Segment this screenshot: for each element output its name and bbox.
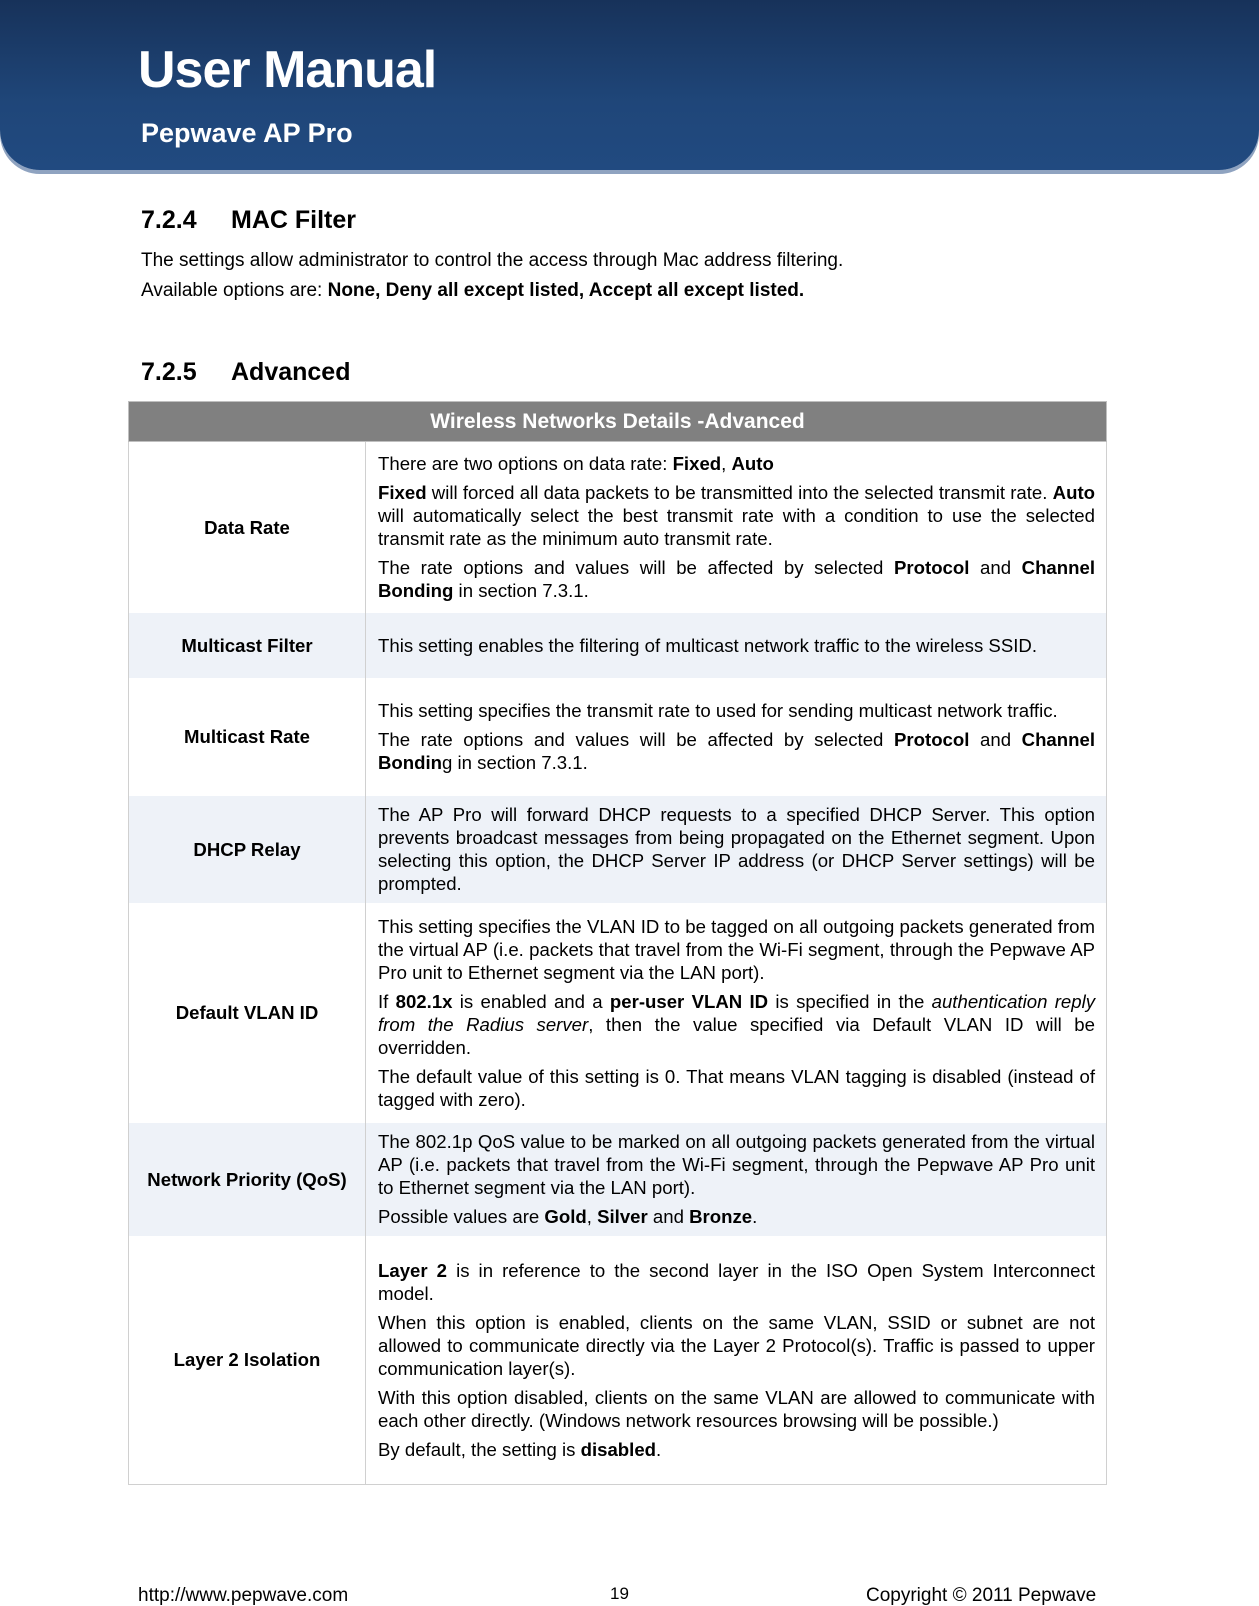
text-run: in section 7.3.1. [453, 580, 589, 602]
text-run: will forced all data packets to be transmitted into the selected transmit rate. [426, 482, 1053, 504]
text-run: The 802.1p QoS value to be marked on all outgoing packets generated from the virtual AP (i.e. packets that travel from the Wi-Fi segment, through the Pepwave AP Pro unit to Ethernet segment via the LAN port). [378, 1131, 1095, 1198]
text-run: and [969, 557, 1022, 579]
footer-copyright: Copyright © 2011 Pepwave [866, 1585, 1097, 1606]
text-run: Channel Bonding [378, 557, 1095, 602]
setting-description [366, 1123, 1107, 1236]
text-run: Fixed [672, 453, 722, 475]
text-run: Silver [597, 1206, 648, 1227]
setting-name: DHCP Relay [129, 796, 366, 903]
description-paragraph [378, 1205, 1095, 1228]
section-number: 7.2.5 [141, 358, 197, 386]
text-run: . [752, 1206, 758, 1227]
description-paragraph [378, 1130, 1095, 1199]
setting-name: Default VLAN ID [129, 903, 366, 1123]
description-paragraph [378, 990, 1095, 1059]
setting-name: Multicast Filter [129, 613, 366, 678]
mac-filter-options [141, 280, 804, 302]
header-banner [0, 0, 1259, 170]
text-run: With this option disabled, clients on the same VLAN are allowed to communicate with each other directly. (Windows network resources browsing will be possible.) [378, 1386, 1095, 1431]
setting-name: Layer 2 Isolation [129, 1236, 366, 1485]
text-run: Auto [731, 453, 774, 475]
page-number: 19 [610, 1584, 629, 1603]
text-run: and [647, 1206, 690, 1227]
description-paragraph [378, 728, 1095, 774]
setting-description [366, 903, 1107, 1123]
description-paragraph [378, 699, 1095, 722]
setting-description [366, 613, 1107, 678]
description-paragraph [378, 634, 1095, 657]
text-run: Possible values are [378, 1206, 545, 1227]
table-row [129, 1236, 1107, 1485]
setting-description [366, 678, 1107, 796]
section-number: 7.2.4 [141, 206, 197, 234]
table-row [129, 678, 1107, 796]
description-paragraph [378, 1386, 1095, 1432]
description-paragraph [378, 1438, 1095, 1461]
description-paragraph [378, 1065, 1095, 1111]
text-run: The AP Pro will forward DHCP requests to a specified DHCP Server. This option prevents broadcast messages from being propagated on the Ethernet segment. Upon selecting this option, the DHCP Server IP address (or DHCP Server settings) will be prompted. [378, 804, 1095, 894]
text-run: will automatically select the best transmit rate with a condition to use the selected transmit rate as the minimum auto transmit rate. [378, 505, 1095, 550]
section-heading-advanced [141, 358, 350, 387]
text-run: When this option is enabled, clients on the same VLAN, SSID or subnet are not allowed to communicate directly via the Layer 2 Protocol(s). Traffic is passed to upper communication layer(s). [378, 1311, 1095, 1379]
text-run: , [721, 453, 732, 475]
text-run: is enabled and a [452, 990, 610, 1012]
table-row [129, 903, 1107, 1123]
text-run: There are two options on data rate: [378, 453, 673, 475]
setting-name: Network Priority (QoS) [129, 1123, 366, 1236]
text-run: Bronze [689, 1206, 753, 1227]
table-row [129, 442, 1107, 613]
text-run: is in reference to the second layer in the ISO Open System Interconnect model. [378, 1259, 1095, 1304]
description-paragraph [378, 1259, 1095, 1305]
text-run: Gold [544, 1206, 587, 1227]
footer-url: http://www.pepwave.com [138, 1585, 349, 1606]
text-run: and [969, 729, 1022, 750]
setting-description [366, 442, 1107, 613]
mac-filter-description: The settings allow administrator to control the access through Mac address filtering. [141, 250, 844, 271]
table-row [129, 796, 1107, 903]
text-run: The rate options and values will be affected by selected [378, 729, 894, 750]
section-title: MAC Filter [231, 206, 356, 234]
text-run: Channel Bondin [378, 729, 1095, 773]
text-run: . [656, 1438, 662, 1460]
table-row [129, 613, 1107, 678]
text-run: per-user VLAN ID [609, 990, 769, 1012]
section-title: Advanced [231, 358, 351, 386]
text-run: Protocol [894, 557, 970, 579]
section-heading-mac-filter [141, 206, 356, 235]
setting-name: Multicast Rate [129, 678, 366, 796]
options-list: None, Deny all except listed, Accept all except listed. [327, 280, 805, 301]
text-run: Auto [1052, 482, 1095, 504]
text-run: , [586, 1206, 598, 1227]
description-paragraph [378, 556, 1095, 602]
text-run: 802.1x [395, 990, 453, 1012]
description-paragraph [378, 452, 1095, 475]
description-paragraph [378, 481, 1095, 550]
table-row [129, 1123, 1107, 1236]
manual-title: User Manual [138, 41, 437, 99]
setting-description [366, 1236, 1107, 1485]
text-run: The default value of this setting is 0. That means VLAN tagging is disabled (instead of tagged with zero). [378, 1065, 1095, 1110]
text-run: If [378, 990, 396, 1012]
text-run: Protocol [894, 729, 970, 750]
table-title: Wireless Networks Details -Advanced [129, 402, 1107, 442]
product-name: Pepwave AP Pro [141, 118, 353, 148]
text-run: By default, the setting is [378, 1438, 581, 1460]
setting-description [366, 796, 1107, 903]
text-run: Fixed [378, 482, 427, 504]
text-run: This setting specifies the VLAN ID to be tagged on all outgoing packets generated from the virtual AP (i.e. packets that travel from the Wi-Fi segment, through the Pepwave AP Pro unit to Ethernet segment via the LAN port). [378, 915, 1095, 983]
advanced-settings-table [128, 401, 1107, 1485]
text-run: authentication reply from the Radius server [378, 990, 1095, 1035]
text-run: disabled [580, 1438, 657, 1460]
text-run: Layer 2 [378, 1259, 448, 1281]
text-run: is specified in the [768, 990, 932, 1012]
description-paragraph [378, 1311, 1095, 1380]
text-run: This setting enables the filtering of multicast network traffic to the wireless SSID. [378, 634, 1037, 656]
description-paragraph [378, 803, 1095, 895]
options-prefix: Available options are: [141, 280, 328, 301]
text-run: g in section 7.3.1. [442, 752, 588, 773]
description-paragraph [378, 915, 1095, 984]
text-run: The rate options and values will be affected by selected [378, 557, 894, 579]
text-run: This setting specifies the transmit rate to used for sending multicast network traffic. [378, 700, 1058, 721]
text-run: , then the value specified via Default VLAN ID will be overridden. [378, 1013, 1095, 1058]
setting-name: Data Rate [129, 442, 366, 613]
